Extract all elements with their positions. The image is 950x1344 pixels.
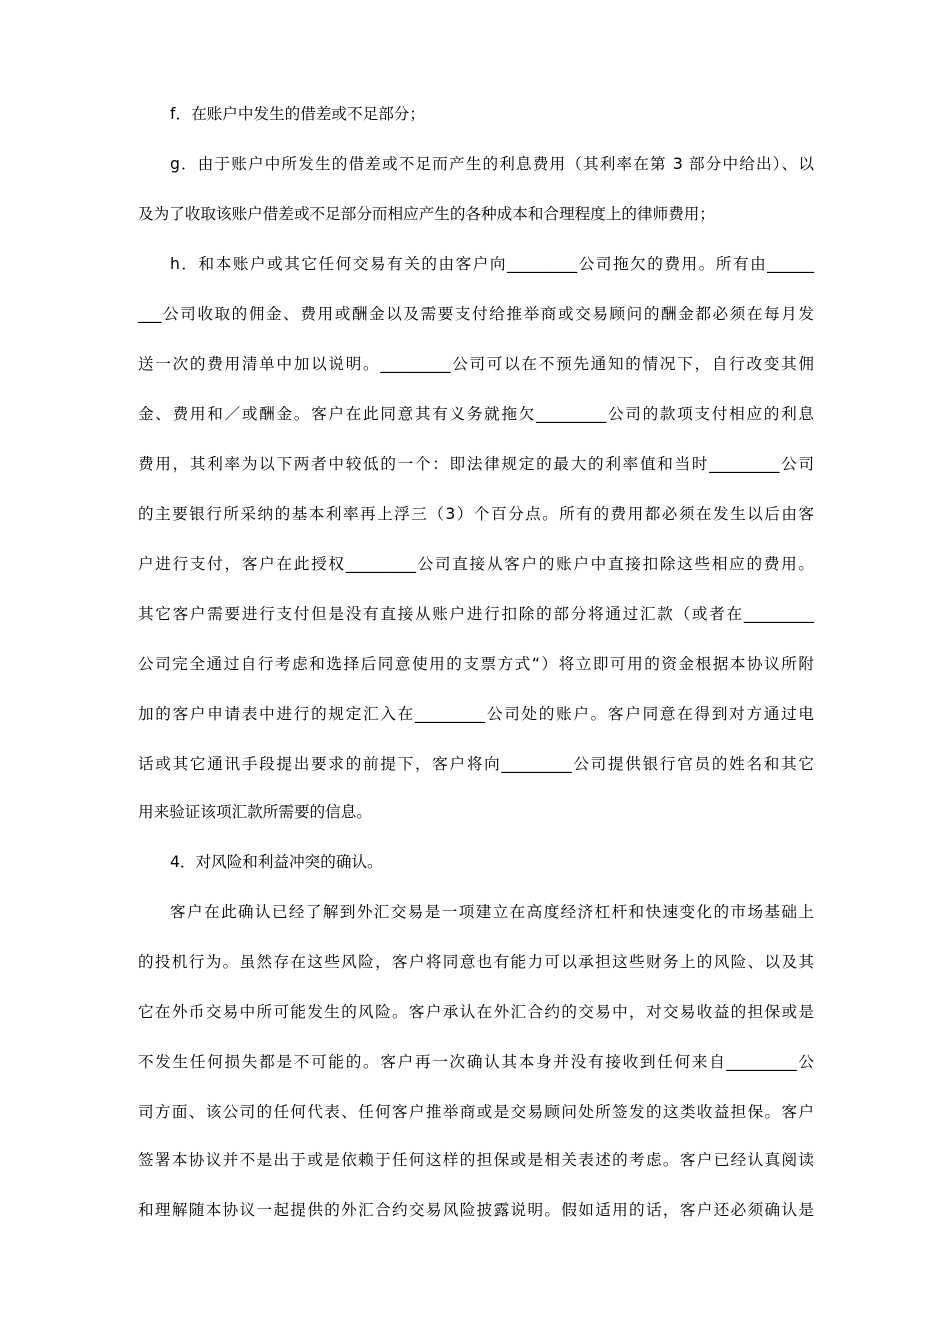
text-line: 话或其它通讯手段提出要求的前提下，客户将向_________公司提供银行官员的姓名和其它 <box>138 755 814 773</box>
text-line: 它在外币交易中所可能发生的风险。客户承认在外汇合约的交易中，对交易收益的担保或是 <box>138 1003 814 1021</box>
text-line: ___公司收取的佣金、费用或酬金以及需要支付给推举商或交易顾问的酬金都必须在每月发 <box>138 305 814 323</box>
text-line: 签署本协议并不是出于或是依赖于任何这样的担保或是相关表述的考虑。客户已经认真阅读 <box>138 1151 814 1169</box>
text-line: 公司完全通过自行考虑和选择后同意使用的支票方式“）将立即可用的资金根据本协议所附 <box>138 655 814 673</box>
text-line: 及为了收取该账户借差或不足部分而相应产生的各种成本和合理程度上的律师费用； <box>138 205 715 223</box>
text-line: 金、费用和／或酬金。客户在此同意其有义务就拖欠_________公司的款项支付相应的利息 <box>138 405 814 423</box>
text-line: 费用，其利率为以下两者中较低的一个：即法律规定的最大的利率值和当时_________公司 <box>138 455 814 473</box>
text-line: g．由于账户中所发生的借差或不足而产生的利息费用（其利率在第 3 部分中给出）、以 <box>170 155 814 173</box>
text-line: 的主要银行所采纳的基本利率再上浮三（3）个百分点。所有的费用都必须在发生以后由客 <box>138 505 814 523</box>
text-line: 送一次的费用清单中加以说明。_________公司可以在不预先通知的情况下，自行改变其佣 <box>138 355 814 373</box>
text-line: 不发生任何损失都是不可能的。客户再一次确认其本身并没有接收到任何来自_________公 <box>138 1053 814 1071</box>
text-line: 其它客户需要进行支付但是没有直接从账户进行扣除的部分将通过汇款（或者在_________ <box>138 605 814 623</box>
text-line: 客户在此确认已经了解到外汇交易是一项建立在高度经济杠杆和快速变化的市场基础上 <box>170 903 814 921</box>
text-line: h．和本账户或其它任何交易有关的由客户向_________公司拖欠的费用。所有由______ <box>170 255 814 273</box>
text-line: 司方面、该公司的任何代表、任何客户推举商或是交易顾问处所签发的这类收益担保。客户 <box>138 1103 814 1121</box>
text-line: 加的客户申请表中进行的规定汇入在_________公司处的账户。客户同意在得到对方通过电 <box>138 705 814 723</box>
section-heading: 4．对风险和利益冲突的确认。 <box>170 853 383 871</box>
text-line: f．在账户中发生的借差或不足部分； <box>170 105 425 123</box>
text-line: 和理解随本协议一起提供的外汇合约交易风险披露说明。假如适用的话，客户还必须确认是 <box>138 1201 814 1219</box>
text-line: 用来验证该项汇款所需要的信息。 <box>138 803 372 821</box>
text-line: 户进行支付，客户在此授权_________公司直接从客户的账户中直接扣除这些相应的费用。 <box>138 555 814 573</box>
text-line: 的投机行为。虽然存在这些风险，客户将同意也有能力可以承担这些财务上的风险、以及其 <box>138 953 814 971</box>
